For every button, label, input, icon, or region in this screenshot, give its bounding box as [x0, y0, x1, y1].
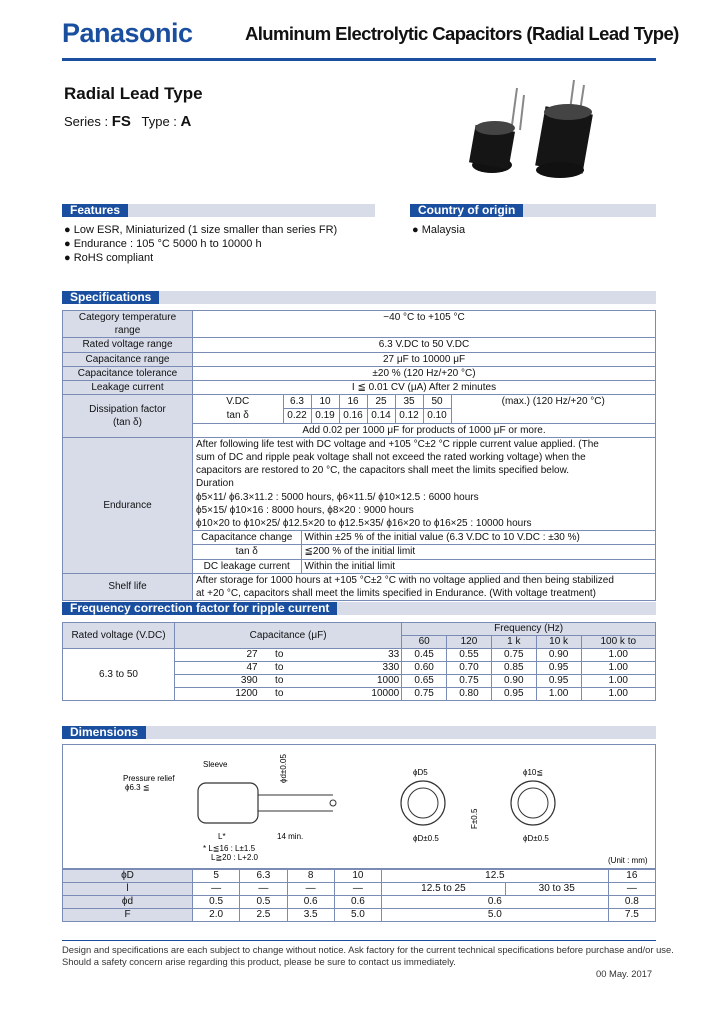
- feature-item: ● Low ESR, Miniaturized (1 size smaller than series FR): [64, 224, 338, 236]
- document-title: Aluminum Electrolytic Capacitors (Radial Lead Type): [245, 23, 679, 44]
- footer-line1: Design and specifications are each subject to change without notice. Ask factory for the current technical specifications before purchase and/or use.: [62, 944, 674, 955]
- spec-row-shelf: Shelf life After storage for 1000 hours at +105 °C±2 °C with no voltage applied and then being stabilized at +20 °C, capacitors shall meet the limits specified in Endurance. (With voltage treatment): [63, 573, 656, 600]
- df-subtable: V.DC 6.3 10 16 25 35 50 (max.) (120 Hz/+20 °C) tan δ 0.22 0.19 0.16 0.14 0.12 0.10: [226, 396, 605, 422]
- endurance-limits: Capacitance change Within ±25 % of the initial value (6.3 V.DC to 10 V.DC : ±30 %) tan δ ≦200 % of the initial limit DC leakage current Within the initial limit: [193, 530, 655, 573]
- f-label: F±0.5: [470, 808, 479, 829]
- note2-label: L≧20 : L+2.0: [211, 853, 258, 862]
- spec-row: Rated voltage range 6.3 V.DC to 50 V.DC: [63, 338, 656, 352]
- df-note: Add 0.02 per 1000 μF for products of 1000 μF or more.: [193, 423, 655, 437]
- origin-heading: Country of origin: [410, 204, 523, 217]
- vent2-label: ϕ6.3 ≦: [125, 783, 150, 792]
- spec-row-df: Dissipation factor (tan δ) V.DC 6.3 10 16 25 35 50 (max.) (120 Hz/+20 °C) tan δ 0.22 0.19 0.16 0.14 0.12 0.10 Add 0.02 per 1000 μF for products of 1000 μF or more.: [63, 395, 656, 438]
- feature-item: ● Endurance : 105 °C 5000 h to 10000 h: [64, 238, 262, 250]
- sleeve-label: Sleeve: [203, 760, 228, 769]
- spec-row: Leakage current I ≦ 0.01 CV (μA) After 2 minutes: [63, 381, 656, 395]
- footer-date: 00 May. 2017: [596, 968, 653, 979]
- spec-row: Capacitance tolerance ±20 % (120 Hz/+20 °C): [63, 366, 656, 380]
- note1-label: * L≦16 : L±1.5: [203, 844, 256, 853]
- dimensions-table: [62, 869, 656, 922]
- frequency-table: Rated voltage (V.DC) Capacitance (μF) Frequency (Hz) 60 120 1 k 10 k 100 k to 6.3 to 50 27 to 33 0.45 0.55 0.75 0.90 1.00 47 to 330 0.60 0.70 0.85 0.95 1.00 390 to 1000 0.65 0.75 0.90 0.95 1.00 1200 to 10000 0.75 0.80 0.95 1.00 1.00: [62, 622, 656, 701]
- freq-row: 1200 to 10000 0.75 0.80 0.95 1.00 1.00: [63, 688, 656, 701]
- header-rule: [62, 58, 656, 61]
- series-value: FS: [111, 113, 131, 130]
- dims-heading: Dimensions: [62, 726, 146, 739]
- type-value: A: [180, 113, 192, 130]
- specs-heading: Specifications: [62, 291, 159, 304]
- lead-dia-label: ϕd±0.05: [279, 754, 288, 783]
- freq-row: 390 to 1000 0.65 0.75 0.90 0.95 1.00: [63, 675, 656, 688]
- type-label: Type :: [141, 114, 177, 129]
- specifications-table: [62, 310, 656, 601]
- origin-section-bar: [410, 204, 656, 217]
- capacitor-body-outline: [198, 783, 258, 823]
- footer-rule: [62, 940, 656, 941]
- freq-row: 47 to 330 0.60 0.70 0.85 0.95 1.00: [63, 662, 656, 675]
- pd1-label: ϕD5: [413, 768, 428, 777]
- lstar-label: L*: [218, 832, 226, 841]
- dim-row: F 2.0 2.5 3.5 5.0 5.0 7.5: [63, 909, 656, 922]
- features-heading: Features: [62, 204, 128, 217]
- pd3-label: ϕ10≦: [523, 768, 544, 777]
- footer-line2: Should a safety concern arise regarding this product, please be sure to contact us immediately.: [62, 956, 456, 967]
- dim-row: ϕd 0.5 0.5 0.6 0.6 0.6 0.8: [63, 896, 656, 909]
- dims-section-bar: [62, 726, 656, 739]
- dim-row: ϕD 5 6.3 8 10 12.5 16: [63, 870, 656, 883]
- freq-heading: Frequency correction factor for ripple current: [62, 602, 337, 615]
- drawing-svg: [63, 745, 655, 868]
- freq-row: 6.3 to 50 27 to 33 0.45 0.55 0.75 0.90 1.00: [63, 649, 656, 662]
- specs-section-bar: [62, 291, 656, 304]
- pd4-label: ϕD±0.5: [523, 834, 549, 843]
- origin-item: ● Malaysia: [412, 224, 466, 236]
- spec-row: Category temperature range −40 °C to +105 °C: [63, 311, 656, 338]
- vent-label: Pressure relief: [123, 774, 175, 783]
- brand-logo: Panasonic: [62, 18, 193, 48]
- series-line: [64, 113, 191, 130]
- product-photo: [462, 80, 662, 185]
- spec-row-endurance: Endurance After following life test with DC voltage and +105 °C±2 °C ripple current value applied. (The sum of DC and ripple peak voltage shall not exceed the rated working voltage) when the capacitors are restored to 20 °C, the capacitors shall meet the limits specified below. Duration ϕ5×11/ ϕ6.3×11.2 : 5000 hours, ϕ6×11.5/ ϕ10×12.5 : 6000 hours ϕ5×15/ ϕ10×16 : 8000 hours, ϕ8×20 : 9000 hours ϕ10×20 to ϕ10×25/ ϕ12.5×20 to ϕ12.5×35/ ϕ16×20 to ϕ16×25 : 10000 hours Capacitance change Within ±25 % of the initial value (6.3 V.DC to 10 V.DC : ±30 %) tan δ ≦200 % of the initial limit DC leakage current Within the initial limit: [63, 437, 656, 573]
- page-title: Radial Lead Type: [64, 84, 203, 103]
- feature-item: ● RoHS compliant: [64, 252, 154, 264]
- freq-section-bar: [62, 602, 656, 615]
- len-label: 14 min.: [277, 832, 304, 841]
- pd2-label: ϕD±0.5: [413, 834, 439, 843]
- series-label: Series :: [64, 114, 109, 129]
- spec-row: Capacitance range 27 μF to 10000 μF: [63, 352, 656, 366]
- features-section-bar: [62, 204, 375, 217]
- unit-label: (Unit : mm): [608, 856, 648, 865]
- capacitor-large-image: [535, 80, 593, 178]
- dim-row: l — — — — 12.5 to 25 30 to 35 —: [63, 883, 656, 896]
- dimension-drawing: [62, 744, 656, 869]
